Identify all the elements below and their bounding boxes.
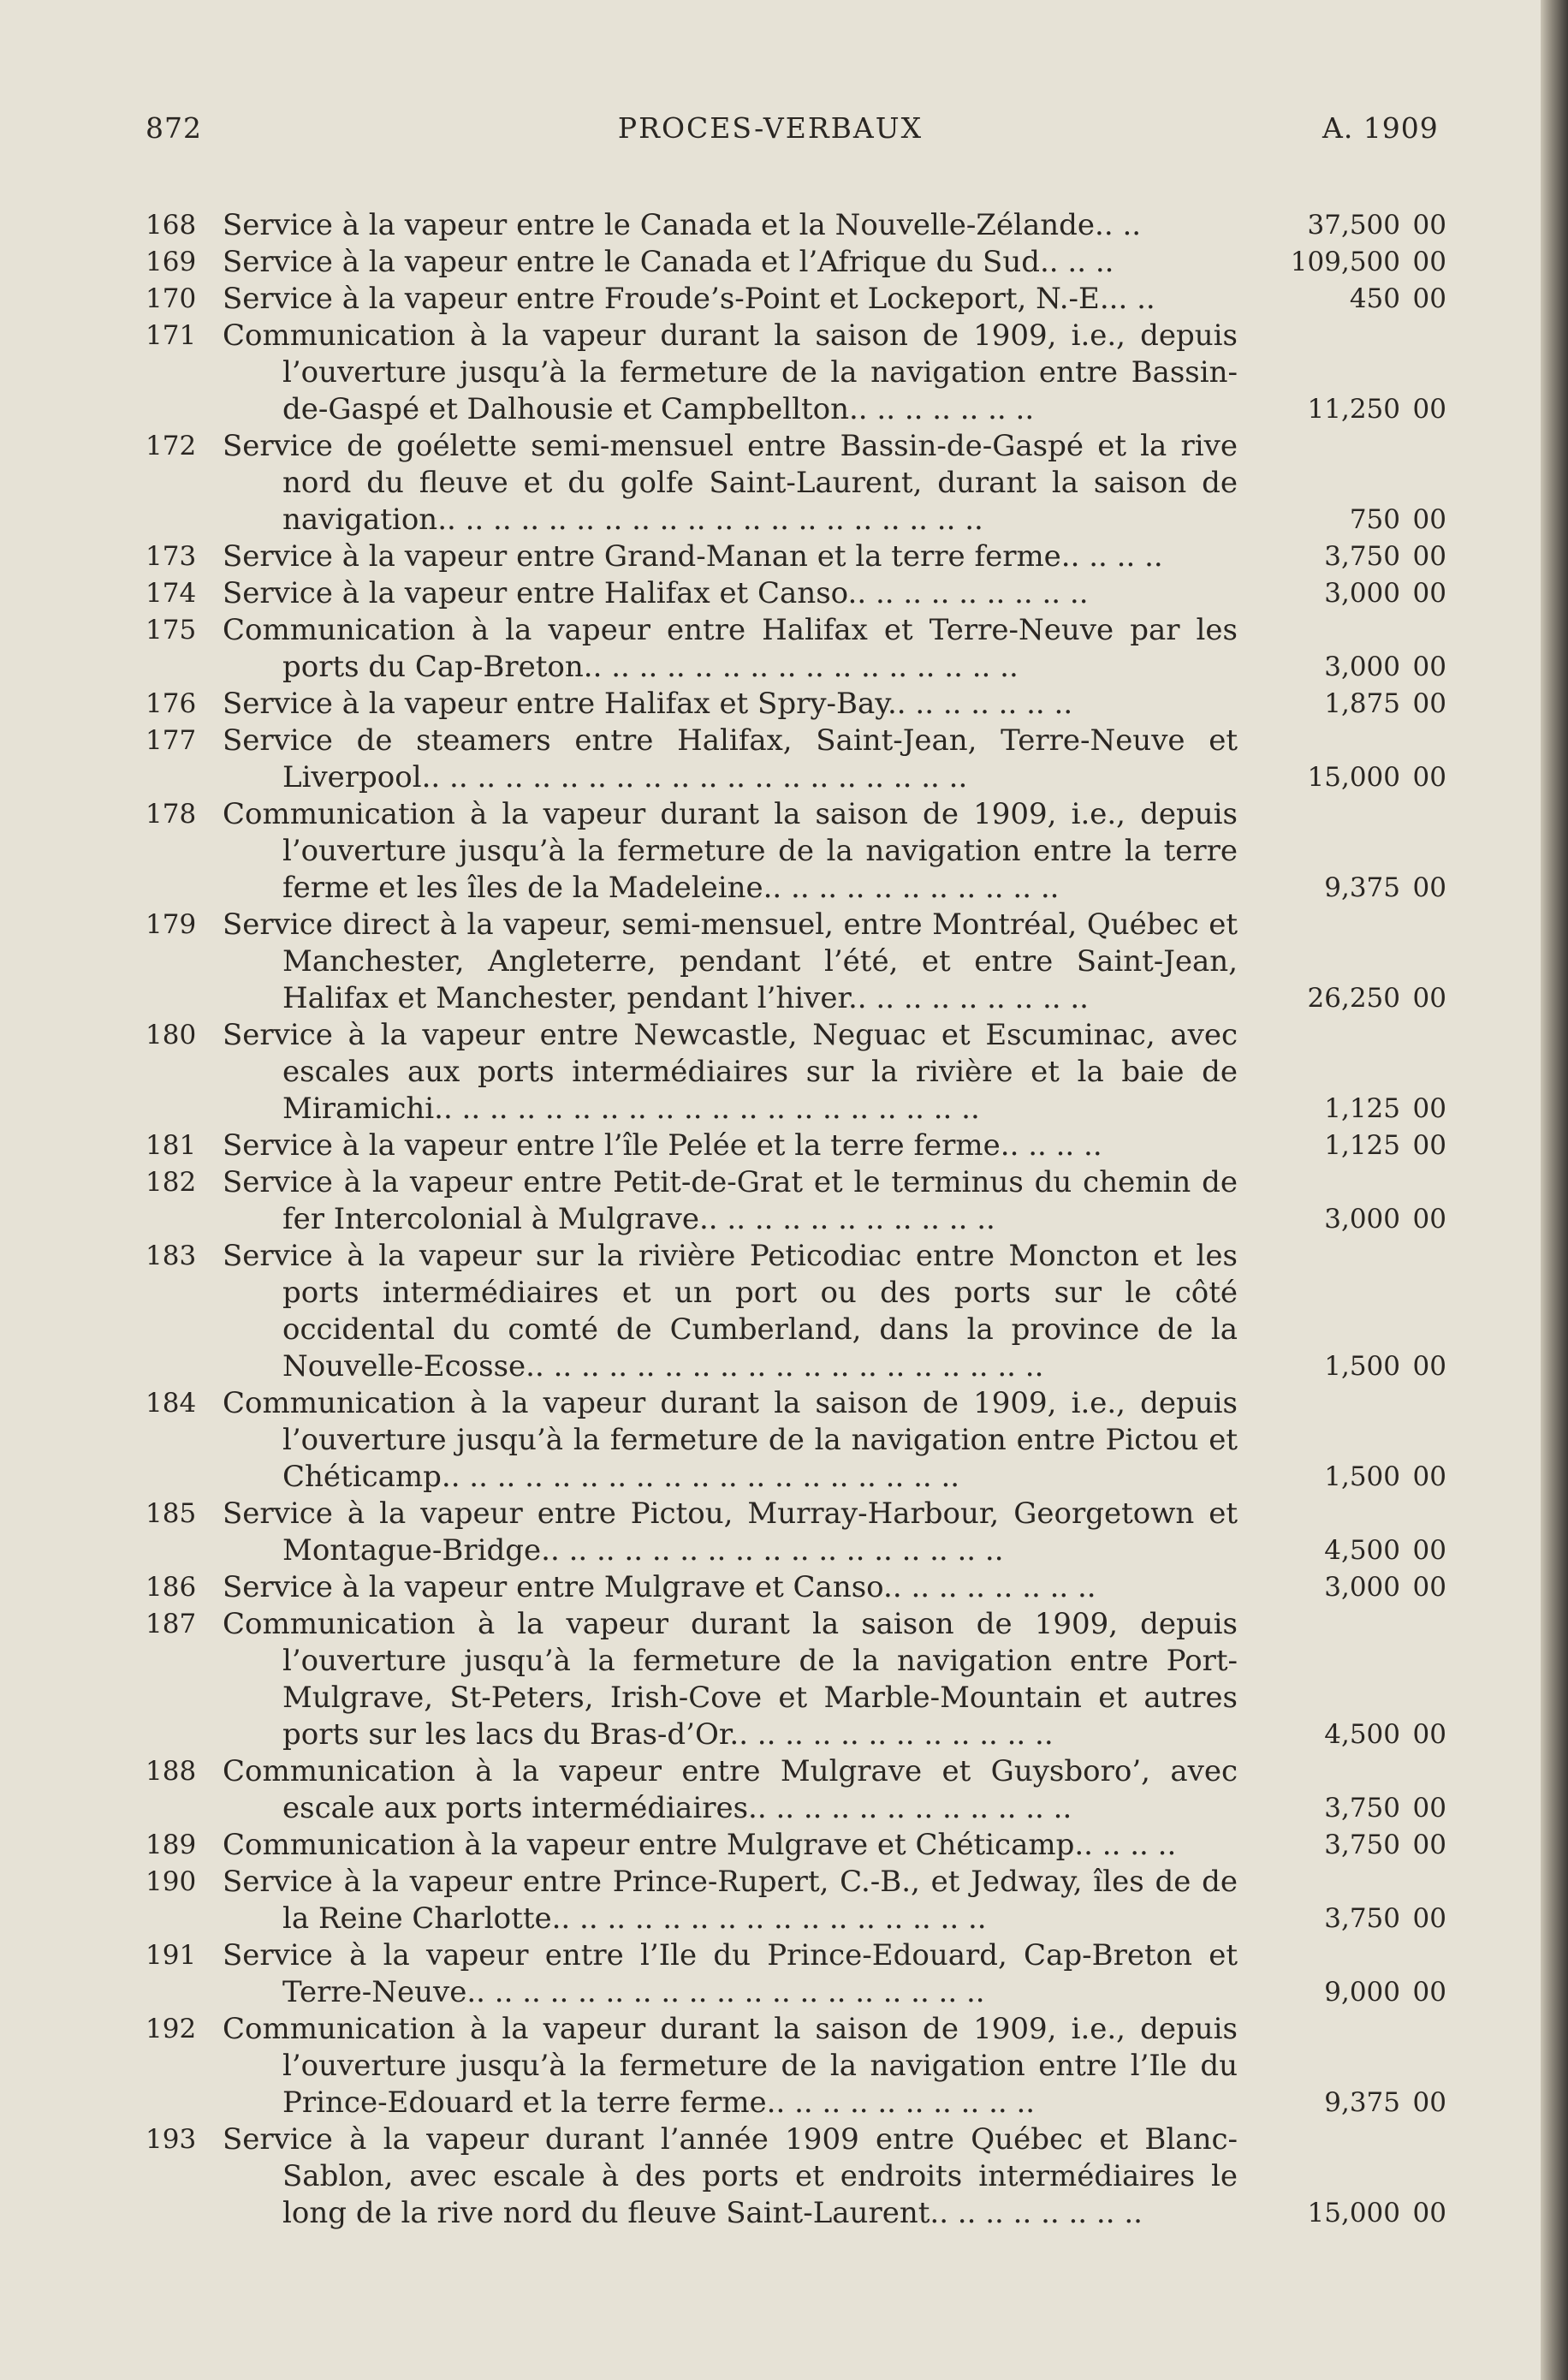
entry-description: Service à la vapeur entre Prince-Rupert, C.-B., et Jedway, îles de de la Reine Charlotte.. .. .. .. .. .. .. .. .. .. .. .. .. .. .. .. [223, 1865, 1238, 1936]
entry-description: Service à la vapeur entre le Canada et l’Afrique du Sud.. .. .. [223, 245, 1114, 279]
page-number: 872 [146, 111, 202, 145]
entry-row [146, 686, 1446, 723]
entry-number: 175 [146, 615, 197, 646]
entry-row [146, 612, 1446, 686]
entry-number: 190 [146, 1866, 197, 1897]
entry-row [146, 318, 1446, 428]
entry-row [146, 1496, 1446, 1569]
entry-amount-cents: 00 [1412, 1535, 1446, 1566]
entry-amount-dollars: 4,500 [1324, 1719, 1400, 1750]
entry-amount [1258, 1201, 1446, 1238]
entry-row [146, 538, 1446, 575]
entry-amount-dollars: 37,500 [1307, 210, 1400, 241]
entry-amount-cents: 00 [1412, 2087, 1446, 2118]
entry-description: Communication à la vapeur durant la saison de 1909, depuis l’ouverture jusqu’à la fermeture de la navigation entre Port-Mulgrave, St-Peters, Irish-Cove et Marble-Mountain et autres ports sur les lacs du Bras-d’Or.. .. .. .. .. .. .. .. .. .. .. .. [223, 1607, 1238, 1752]
entry-description: Service à la vapeur durant l’année 1909 entre Québec et Blanc-Sablon, avec escale à des ports et endroits intermédiaires le long de la rive nord du fleuve Saint-Laurent.. .. .. .. .. .. .. .. [223, 2122, 1238, 2230]
entry-amount-dollars: 109,500 [1290, 247, 1400, 277]
entry-amount [1258, 1091, 1446, 1128]
entry-number: 193 [146, 2124, 197, 2155]
entry-description: Communication à la vapeur entre Halifax et Terre-Neuve par les ports du Cap-Breton.. .. .. .. .. .. .. .. .. .. .. .. .. .. .. .. [223, 613, 1238, 684]
entry-amount [1258, 244, 1446, 281]
entries-list [146, 207, 1446, 2232]
entry-amount [1258, 870, 1446, 907]
entry-amount-cents: 00 [1412, 1351, 1446, 1382]
entry-amount-cents: 00 [1412, 1572, 1446, 1603]
entry-amount-dollars: 26,250 [1307, 983, 1400, 1014]
entry-number: 180 [146, 1020, 197, 1050]
entry-row [146, 1937, 1446, 2011]
entry-row [146, 428, 1446, 538]
entry-description: Communication à la vapeur durant la saison de 1909, i.e., depuis l’ouverture jusqu’à la fermeture de la navigation entre l’Ile du Prince-Edouard et la terre ferme.. .. .. .. .. .. .. .. .. .. [223, 2012, 1238, 2120]
entry-number: 176 [146, 688, 197, 719]
entry-description: Service à la vapeur entre l’Ile du Prince-Edouard, Cap-Breton et Terre-Neuve.. .. .. .. .. .. .. .. .. .. .. .. .. .. .. .. .. .. .. [223, 1938, 1238, 2009]
entry-amount-cents: 00 [1412, 1719, 1446, 1750]
entry-amount-dollars: 15,000 [1307, 762, 1400, 793]
entry-description: Service à la vapeur entre Mulgrave et Canso.. .. .. .. .. .. .. .. [223, 1570, 1096, 1604]
entry-amount-cents: 00 [1412, 283, 1446, 314]
entry-amount-cents: 00 [1412, 762, 1446, 793]
entry-amount [1258, 1901, 1446, 1937]
entry-amount-dollars: 3,750 [1324, 1903, 1400, 1934]
entry-row [146, 207, 1446, 244]
entry-number: 183 [146, 1241, 197, 1271]
entry-row [146, 1128, 1446, 1164]
entry-row [146, 575, 1446, 612]
entry-amount [1258, 1459, 1446, 1496]
entry-amount-cents: 00 [1412, 983, 1446, 1014]
entry-amount-cents: 00 [1412, 1830, 1446, 1860]
entry-row [146, 1606, 1446, 1753]
entry-description: Service à la vapeur entre Pictou, Murray-Harbour, Georgetown et Montague-Bridge.. .. .. .. .. .. .. .. .. .. .. .. .. .. .. .. .. [223, 1496, 1238, 1568]
entry-amount [1258, 538, 1446, 575]
entry-row [146, 1753, 1446, 1827]
entry-description: Service de goélette semi-mensuel entre Bassin-de-Gaspé et la rive nord du fleuve et du golfe Saint-Laurent, durant la saison de navigation.. .. .. .. .. .. .. .. .. .. .. .. .. .. .. .. .. .. .. .. [223, 429, 1238, 537]
entry-amount [1258, 281, 1446, 318]
entry-description: Service direct à la vapeur, semi-mensuel, entre Montréal, Québec et Manchester, Angleterre, pendant l’été, et entre Saint-Jean, Halifax et Manchester, pendant l’hiver.. .. .. .. .. .. .. .. .. [223, 907, 1238, 1015]
entry-amount [1258, 1532, 1446, 1569]
entry-amount-cents: 00 [1412, 1204, 1446, 1235]
entry-amount-cents: 00 [1412, 872, 1446, 903]
entry-number: 171 [146, 320, 197, 351]
entry-row [146, 796, 1446, 907]
entry-amount-cents: 00 [1412, 2198, 1446, 2228]
entry-description: Communication à la vapeur durant la saison de 1909, i.e., depuis l’ouverture jusqu’à la fermeture de la navigation entre la terre ferme et les îles de la Madeleine.. .. .. .. .. .. .. .. .. .. .. [223, 797, 1238, 905]
entry-amount [1258, 1569, 1446, 1606]
entry-amount [1258, 1348, 1446, 1385]
entry-description: Service à la vapeur entre Halifax et Spry-Bay.. .. .. .. .. .. .. [223, 687, 1073, 721]
entry-number: 192 [146, 2014, 197, 2044]
entry-description: Service à la vapeur entre Newcastle, Neguac et Escuminac, avec escales aux ports intermédiaires sur la rivière et la baie de Miramichi.. .. .. .. .. .. .. .. .. .. .. .. .. .. .. .. .. .. .. .. [223, 1018, 1238, 1126]
entry-row [146, 1238, 1446, 1385]
entry-amount-dollars: 3,000 [1324, 652, 1400, 682]
entry-row [146, 723, 1446, 796]
entry-row [146, 1864, 1446, 1937]
entry-amount-dollars: 1,875 [1324, 688, 1400, 719]
page-title: PROCES-VERBAUX [617, 111, 924, 145]
entry-amount-cents: 00 [1412, 1093, 1446, 1124]
entry-number: 174 [146, 578, 197, 609]
entry-number: 184 [146, 1388, 197, 1419]
entry-number: 178 [146, 799, 197, 830]
entry-row [146, 2011, 1446, 2121]
entry-row [146, 1164, 1446, 1238]
entry-amount-dollars: 3,000 [1324, 578, 1400, 609]
entry-amount [1258, 575, 1446, 612]
entry-amount-dollars: 3,750 [1324, 1793, 1400, 1824]
entry-number: 172 [146, 431, 197, 461]
entry-amount [1258, 686, 1446, 723]
entry-amount-dollars: 11,250 [1307, 394, 1400, 425]
entry-number: 173 [146, 541, 197, 572]
entry-description: Communication à la vapeur durant la saison de 1909, i.e., depuis l’ouverture jusqu’à la fermeture de la navigation entre Pictou et Chéticamp.. .. .. .. .. .. .. .. .. .. .. .. .. .. .. .. .. .. .. [223, 1386, 1238, 1494]
entry-amount [1258, 1974, 1446, 2011]
entry-number: 181 [146, 1130, 197, 1161]
entry-amount [1258, 1790, 1446, 1827]
entry-number: 189 [146, 1830, 197, 1860]
entry-description: Service à la vapeur sur la rivière Peticodiac entre Moncton et les ports intermédiaires et un port ou des ports sur le côté occidental du comté de Cumberland, dans la province de la Nouvelle-Ecosse.. .. .. .. .. .. .. .. .. .. .. .. .. .. .. .. .. .. .. [223, 1239, 1238, 1383]
entry-amount-dollars: 450 [1349, 283, 1400, 314]
entry-number: 188 [146, 1756, 197, 1787]
entry-amount [1258, 2085, 1446, 2121]
entry-amount-dollars: 3,750 [1324, 1830, 1400, 1860]
entry-amount-cents: 00 [1412, 1461, 1446, 1492]
entry-amount-dollars: 9,375 [1324, 872, 1400, 903]
entry-amount-cents: 00 [1412, 210, 1446, 241]
entry-amount-cents: 00 [1412, 688, 1446, 719]
entry-amount [1258, 1827, 1446, 1864]
entry-amount-cents: 00 [1412, 394, 1446, 425]
entry-amount-dollars: 750 [1349, 504, 1400, 535]
entry-description: Communication à la vapeur entre Mulgrave et Chéticamp.. .. .. .. [223, 1828, 1177, 1862]
entry-row [146, 1017, 1446, 1128]
entry-amount [1258, 980, 1446, 1017]
entry-amount-cents: 00 [1412, 1793, 1446, 1824]
entry-number: 170 [146, 283, 197, 314]
entry-amount [1258, 1128, 1446, 1164]
entry-description: Communication à la vapeur entre Mulgrave et Guysboro’, avec escale aux ports intermédiaires.. .. .. .. .. .. .. .. .. .. .. .. [223, 1754, 1238, 1825]
entry-description: Service à la vapeur entre Petit-de-Grat et le terminus du chemin de fer Intercolonial à Mulgrave.. .. .. .. .. .. .. .. .. .. .. [223, 1165, 1238, 1236]
entry-row [146, 2121, 1446, 2232]
entry-amount-dollars: 1,500 [1324, 1461, 1400, 1492]
entry-amount-cents: 00 [1412, 247, 1446, 277]
entry-description: Service à la vapeur entre Grand-Manan et la terre ferme.. .. .. .. [223, 539, 1163, 574]
entry-number: 187 [146, 1609, 197, 1639]
entry-description: Service à la vapeur entre le Canada et la Nouvelle-Zélande.. .. [223, 208, 1142, 242]
entry-row [146, 1569, 1446, 1606]
entry-amount [1258, 2195, 1446, 2232]
entry-number: 191 [146, 1940, 197, 1971]
entry-description: Service de steamers entre Halifax, Saint-Jean, Terre-Neuve et Liverpool.. .. .. .. .. .. .. .. .. .. .. .. .. .. .. .. .. .. .. .. [223, 723, 1238, 794]
page-year: A. 1909 [1322, 111, 1439, 145]
entry-amount-cents: 00 [1412, 541, 1446, 572]
entry-amount [1258, 759, 1446, 796]
entry-amount-dollars: 1,125 [1324, 1130, 1400, 1161]
entry-number: 185 [146, 1498, 197, 1529]
entry-number: 179 [146, 909, 197, 940]
entry-row [146, 1385, 1446, 1496]
entry-description: Service à la vapeur entre Froude’s-Point et Lockeport, N.-E... .. [223, 282, 1155, 316]
entry-amount-dollars: 9,000 [1324, 1977, 1400, 2008]
entry-number: 182 [146, 1167, 197, 1198]
book-spine-shadow [1541, 0, 1568, 2380]
entry-description: Communication à la vapeur durant la saison de 1909, i.e., depuis l’ouverture jusqu’à la fermeture de la navigation entre Bassin-de-Gaspé et Dalhousie et Campbellton.. .. .. .. .. .. .. [223, 318, 1238, 426]
entry-amount-dollars: 1,125 [1324, 1093, 1400, 1124]
entry-number: 186 [146, 1572, 197, 1603]
entry-amount-dollars: 1,500 [1324, 1351, 1400, 1382]
entry-amount-dollars: 15,000 [1307, 2198, 1400, 2228]
entry-amount-dollars: 3,750 [1324, 541, 1400, 572]
entry-amount [1258, 1717, 1446, 1753]
entry-amount-dollars: 3,000 [1324, 1204, 1400, 1235]
entry-amount-dollars: 9,375 [1324, 2087, 1400, 2118]
entry-row [146, 907, 1446, 1017]
entry-amount-dollars: 3,000 [1324, 1572, 1400, 1603]
entry-amount-cents: 00 [1412, 504, 1446, 535]
entry-number: 177 [146, 725, 197, 756]
entry-amount-cents: 00 [1412, 1977, 1446, 2008]
entry-number: 169 [146, 247, 197, 277]
entry-amount-cents: 00 [1412, 1903, 1446, 1934]
entry-amount [1258, 391, 1446, 428]
entry-amount [1258, 502, 1446, 538]
entry-amount-dollars: 4,500 [1324, 1535, 1400, 1566]
entry-row [146, 1827, 1446, 1864]
entry-number: 168 [146, 210, 197, 241]
entry-description: Service à la vapeur entre l’île Pelée et la terre ferme.. .. .. .. [223, 1128, 1102, 1163]
entry-description: Service à la vapeur entre Halifax et Canso.. .. .. .. .. .. .. .. .. [223, 576, 1089, 610]
entry-amount-cents: 00 [1412, 1130, 1446, 1161]
entry-amount [1258, 207, 1446, 244]
entry-row [146, 281, 1446, 318]
entry-row [146, 244, 1446, 281]
entry-amount-cents: 00 [1412, 578, 1446, 609]
entry-amount [1258, 649, 1446, 686]
entry-amount-cents: 00 [1412, 652, 1446, 682]
